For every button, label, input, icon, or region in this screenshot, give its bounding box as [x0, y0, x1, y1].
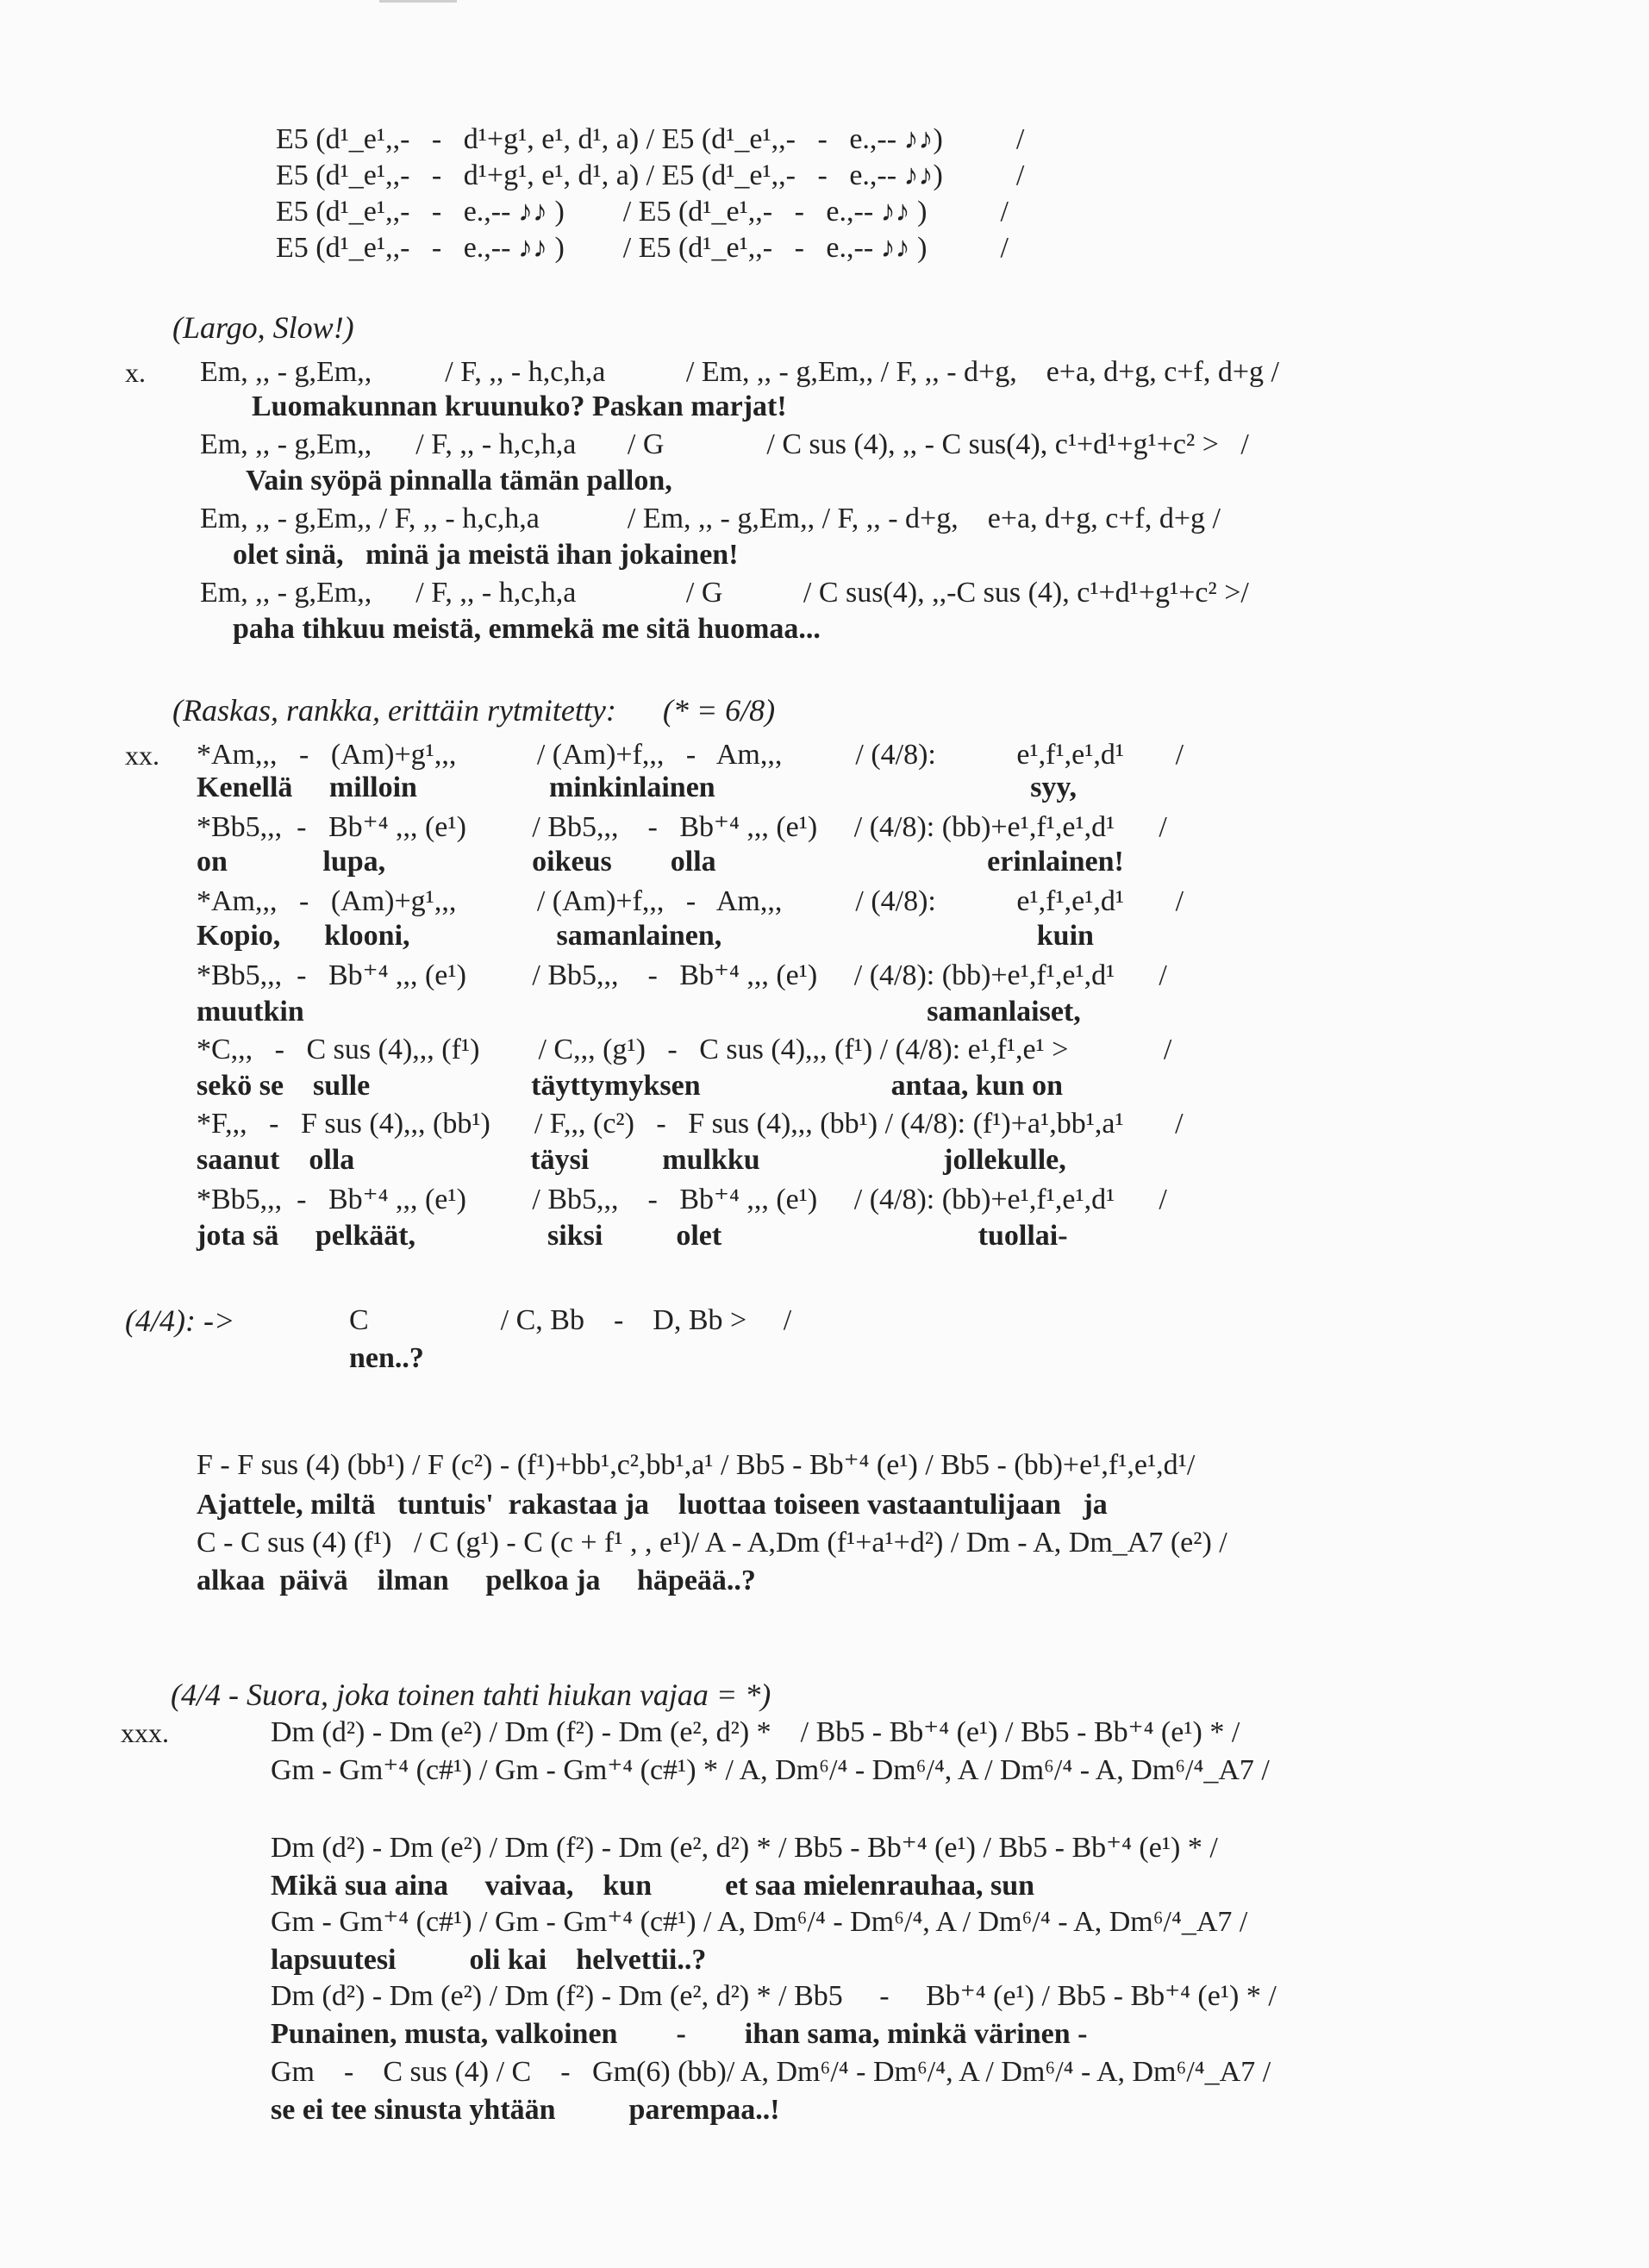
s1-lyric-1: Luomakunnan kruunuko? Paskan marjat! [252, 390, 787, 422]
s2-lyric-4: muutkin samanlaiset, [197, 996, 1081, 1028]
intro-line-1: E5 (d¹_e¹,,- - d¹+g¹, e¹, d¹, a) / E5 (d¹_e¹,,- - e.,-- ♪♪) / [276, 123, 1025, 155]
section-2-label: xx. [125, 740, 159, 771]
s3-lyric-4: se ei tee sinusta yhtään parempaa..! [271, 2094, 780, 2126]
s1-lyric-4: paha tihkuu meistä, emmekä me sitä huomaa... [233, 613, 821, 645]
bridge-lyric-2: alkaa päivä ilman pelkoa ja häpeää..? [197, 1565, 756, 1596]
bridge-chords-1: F - F sus (4) (bb¹) / F (c²) - (f¹)+bb¹,c²,bb¹,a¹ / Bb5 - Bb⁺⁴ (e¹) / Bb5 - (bb)+e¹,f¹,e¹,d¹/ [197, 1449, 1196, 1481]
section-2-heading: (Raskas, rankka, erittäin rytmitetty: (* = 6/8) [172, 693, 776, 728]
transition-chords: C / C, Bb - D, Bb > / [349, 1304, 792, 1336]
s3-chords-4: Gm - C sus (4) / C - Gm(6) (bb)/ A, Dm⁶/⁴ - Dm⁶/⁴, A / Dm⁶/⁴ - A, Dm⁶/⁴_A7 / [271, 2056, 1271, 2088]
s2-lyric-1: Kenellä milloin minkinlainen syy, [197, 772, 1077, 803]
s1-lyric-2: Vain syöpä pinnalla tämän pallon, [246, 465, 672, 497]
s3-lyric-2: lapsuutesi oli kai helvettii..? [271, 1944, 707, 1976]
scan-edge-mark [379, 0, 457, 3]
s2-chords-2: *Bb5,,, - Bb⁺⁴ ,,, (e¹) / Bb5,,, - Bb⁺⁴ ,,, (e¹) / (4/8): (bb)+e¹,f¹,e¹,d¹ / [197, 811, 1167, 843]
s2-chords-3: *Am,,, - (Am)+g¹,,, / (Am)+f,,, - Am,,, / (4/8): e¹,f¹,e¹,d¹ / [197, 885, 1184, 917]
s2-lyric-6: saanut olla täysi mulkku jollekulle, [197, 1144, 1066, 1176]
intro-line-2: E5 (d¹_e¹,,- - d¹+g¹, e¹, d¹, a) / E5 (d¹_e¹,,- - e.,-- ♪♪) / [276, 159, 1025, 191]
s2-lyric-3: Kopio, klooni, samanlainen, kuin [197, 920, 1094, 952]
s2-lyric-5: sekö se sulle täyttymyksen antaa, kun on [197, 1070, 1063, 1102]
s1-lyric-3: olet sinä, minä ja meistä ihan jokainen! [233, 539, 739, 571]
s3-chords-3: Dm (d²) - Dm (e²) / Dm (f²) - Dm (e², d²) * / Bb5 - Bb⁺⁴ (e¹) / Bb5 - Bb⁺⁴ (e¹) * / [271, 1980, 1277, 2012]
s2-chords-4: *Bb5,,, - Bb⁺⁴ ,,, (e¹) / Bb5,,, - Bb⁺⁴ ,,, (e¹) / (4/8): (bb)+e¹,f¹,e¹,d¹ / [197, 959, 1167, 991]
intro-line-3: E5 (d¹_e¹,,- - e.,-- ♪♪ ) / E5 (d¹_e¹,,- - e.,-- ♪♪ ) / [276, 196, 1009, 228]
s1-chords-4: Em, ,, - g,Em,, / F, ,, - h,c,h,a / G / C sus(4), ,,-C sus (4), c¹+d¹+g¹+c² >/ [200, 577, 1249, 609]
section-3-heading: (4/4 - Suora, joka toinen tahti hiukan vajaa = *) [171, 1678, 771, 1712]
s3-chords-1: Dm (d²) - Dm (e²) / Dm (f²) - Dm (e², d²) * / Bb5 - Bb⁺⁴ (e¹) / Bb5 - Bb⁺⁴ (e¹) * / [271, 1832, 1218, 1864]
s2-chords-1: *Am,,, - (Am)+g¹,,, / (Am)+f,,, - Am,,, / (4/8): e¹,f¹,e¹,d¹ / [197, 739, 1184, 771]
s3-pre-chords-1: Dm (d²) - Dm (e²) / Dm (f²) - Dm (e², d²) * / Bb5 - Bb⁺⁴ (e¹) / Bb5 - Bb⁺⁴ (e¹) * / [271, 1716, 1240, 1748]
s2-chords-5: *C,,, - C sus (4),,, (f¹) / C,,, (g¹) - C sus (4),,, (f¹) / (4/8): e¹,f¹,e¹ > / [197, 1034, 1172, 1065]
s1-chords-1: Em, ,, - g,Em,, / F, ,, - h,c,h,a / Em, ,, - g,Em,, / F, ,, - d+g, e+a, d+g, c+f, d+g / [200, 356, 1279, 388]
section-3-label: xxx. [121, 1717, 169, 1748]
s3-pre-chords-2: Gm - Gm⁺⁴ (c#¹) / Gm - Gm⁺⁴ (c#¹) * / A, Dm⁶/⁴ - Dm⁶/⁴, A / Dm⁶/⁴ - A, Dm⁶/⁴_A7 / [271, 1754, 1270, 1786]
section-1-label: x. [125, 357, 146, 388]
s3-chords-2: Gm - Gm⁺⁴ (c#¹) / Gm - Gm⁺⁴ (c#¹) / A, Dm⁶/⁴ - Dm⁶/⁴, A / Dm⁶/⁴ - A, Dm⁶/⁴_A7 / [271, 1906, 1248, 1938]
s1-chords-3: Em, ,, - g,Em,, / F, ,, - h,c,h,a / Em, ,, - g,Em,, / F, ,, - d+g, e+a, d+g, c+f, d+g / [200, 503, 1221, 534]
section-1-heading: (Largo, Slow!) [172, 310, 354, 345]
transition-label: (4/4): -> [125, 1303, 235, 1338]
s2-lyric-2: on lupa, oikeus olla erinlainen! [197, 846, 1124, 878]
intro-line-4: E5 (d¹_e¹,,- - e.,-- ♪♪ ) / E5 (d¹_e¹,,- - e.,-- ♪♪ ) / [276, 232, 1009, 264]
s3-lyric-1: Mikä sua aina vaivaa, kun et saa mielenrauhaa, sun [271, 1870, 1035, 1902]
s2-lyric-7: jota sä pelkäät, siksi olet tuollai- [197, 1220, 1068, 1252]
bridge-chords-2: C - C sus (4) (f¹) / C (g¹) - C (c + f¹ , , e¹)/ A - A,Dm (f¹+a¹+d²) / Dm - A, Dm_A7 (e²) / [197, 1527, 1227, 1559]
s3-lyric-3: Punainen, musta, valkoinen - ihan sama, minkä värinen - [271, 2018, 1088, 2050]
transition-lyric: nen..? [349, 1342, 424, 1374]
s2-chords-6: *F,,, - F sus (4),,, (bb¹) / F,,, (c²) - F sus (4),,, (bb¹) / (4/8): (f¹)+a¹,bb¹,a¹ / [197, 1108, 1184, 1140]
bridge-lyric-1: Ajattele, miltä tuntuis' rakastaa ja luottaa toiseen vastaantulijaan ja [197, 1489, 1108, 1521]
s2-chords-7: *Bb5,,, - Bb⁺⁴ ,,, (e¹) / Bb5,,, - Bb⁺⁴ ,,, (e¹) / (4/8): (bb)+e¹,f¹,e¹,d¹ / [197, 1184, 1167, 1215]
s1-chords-2: Em, ,, - g,Em,, / F, ,, - h,c,h,a / G / C sus (4), ,, - C sus(4), c¹+d¹+g¹+c² > / [200, 428, 1249, 460]
